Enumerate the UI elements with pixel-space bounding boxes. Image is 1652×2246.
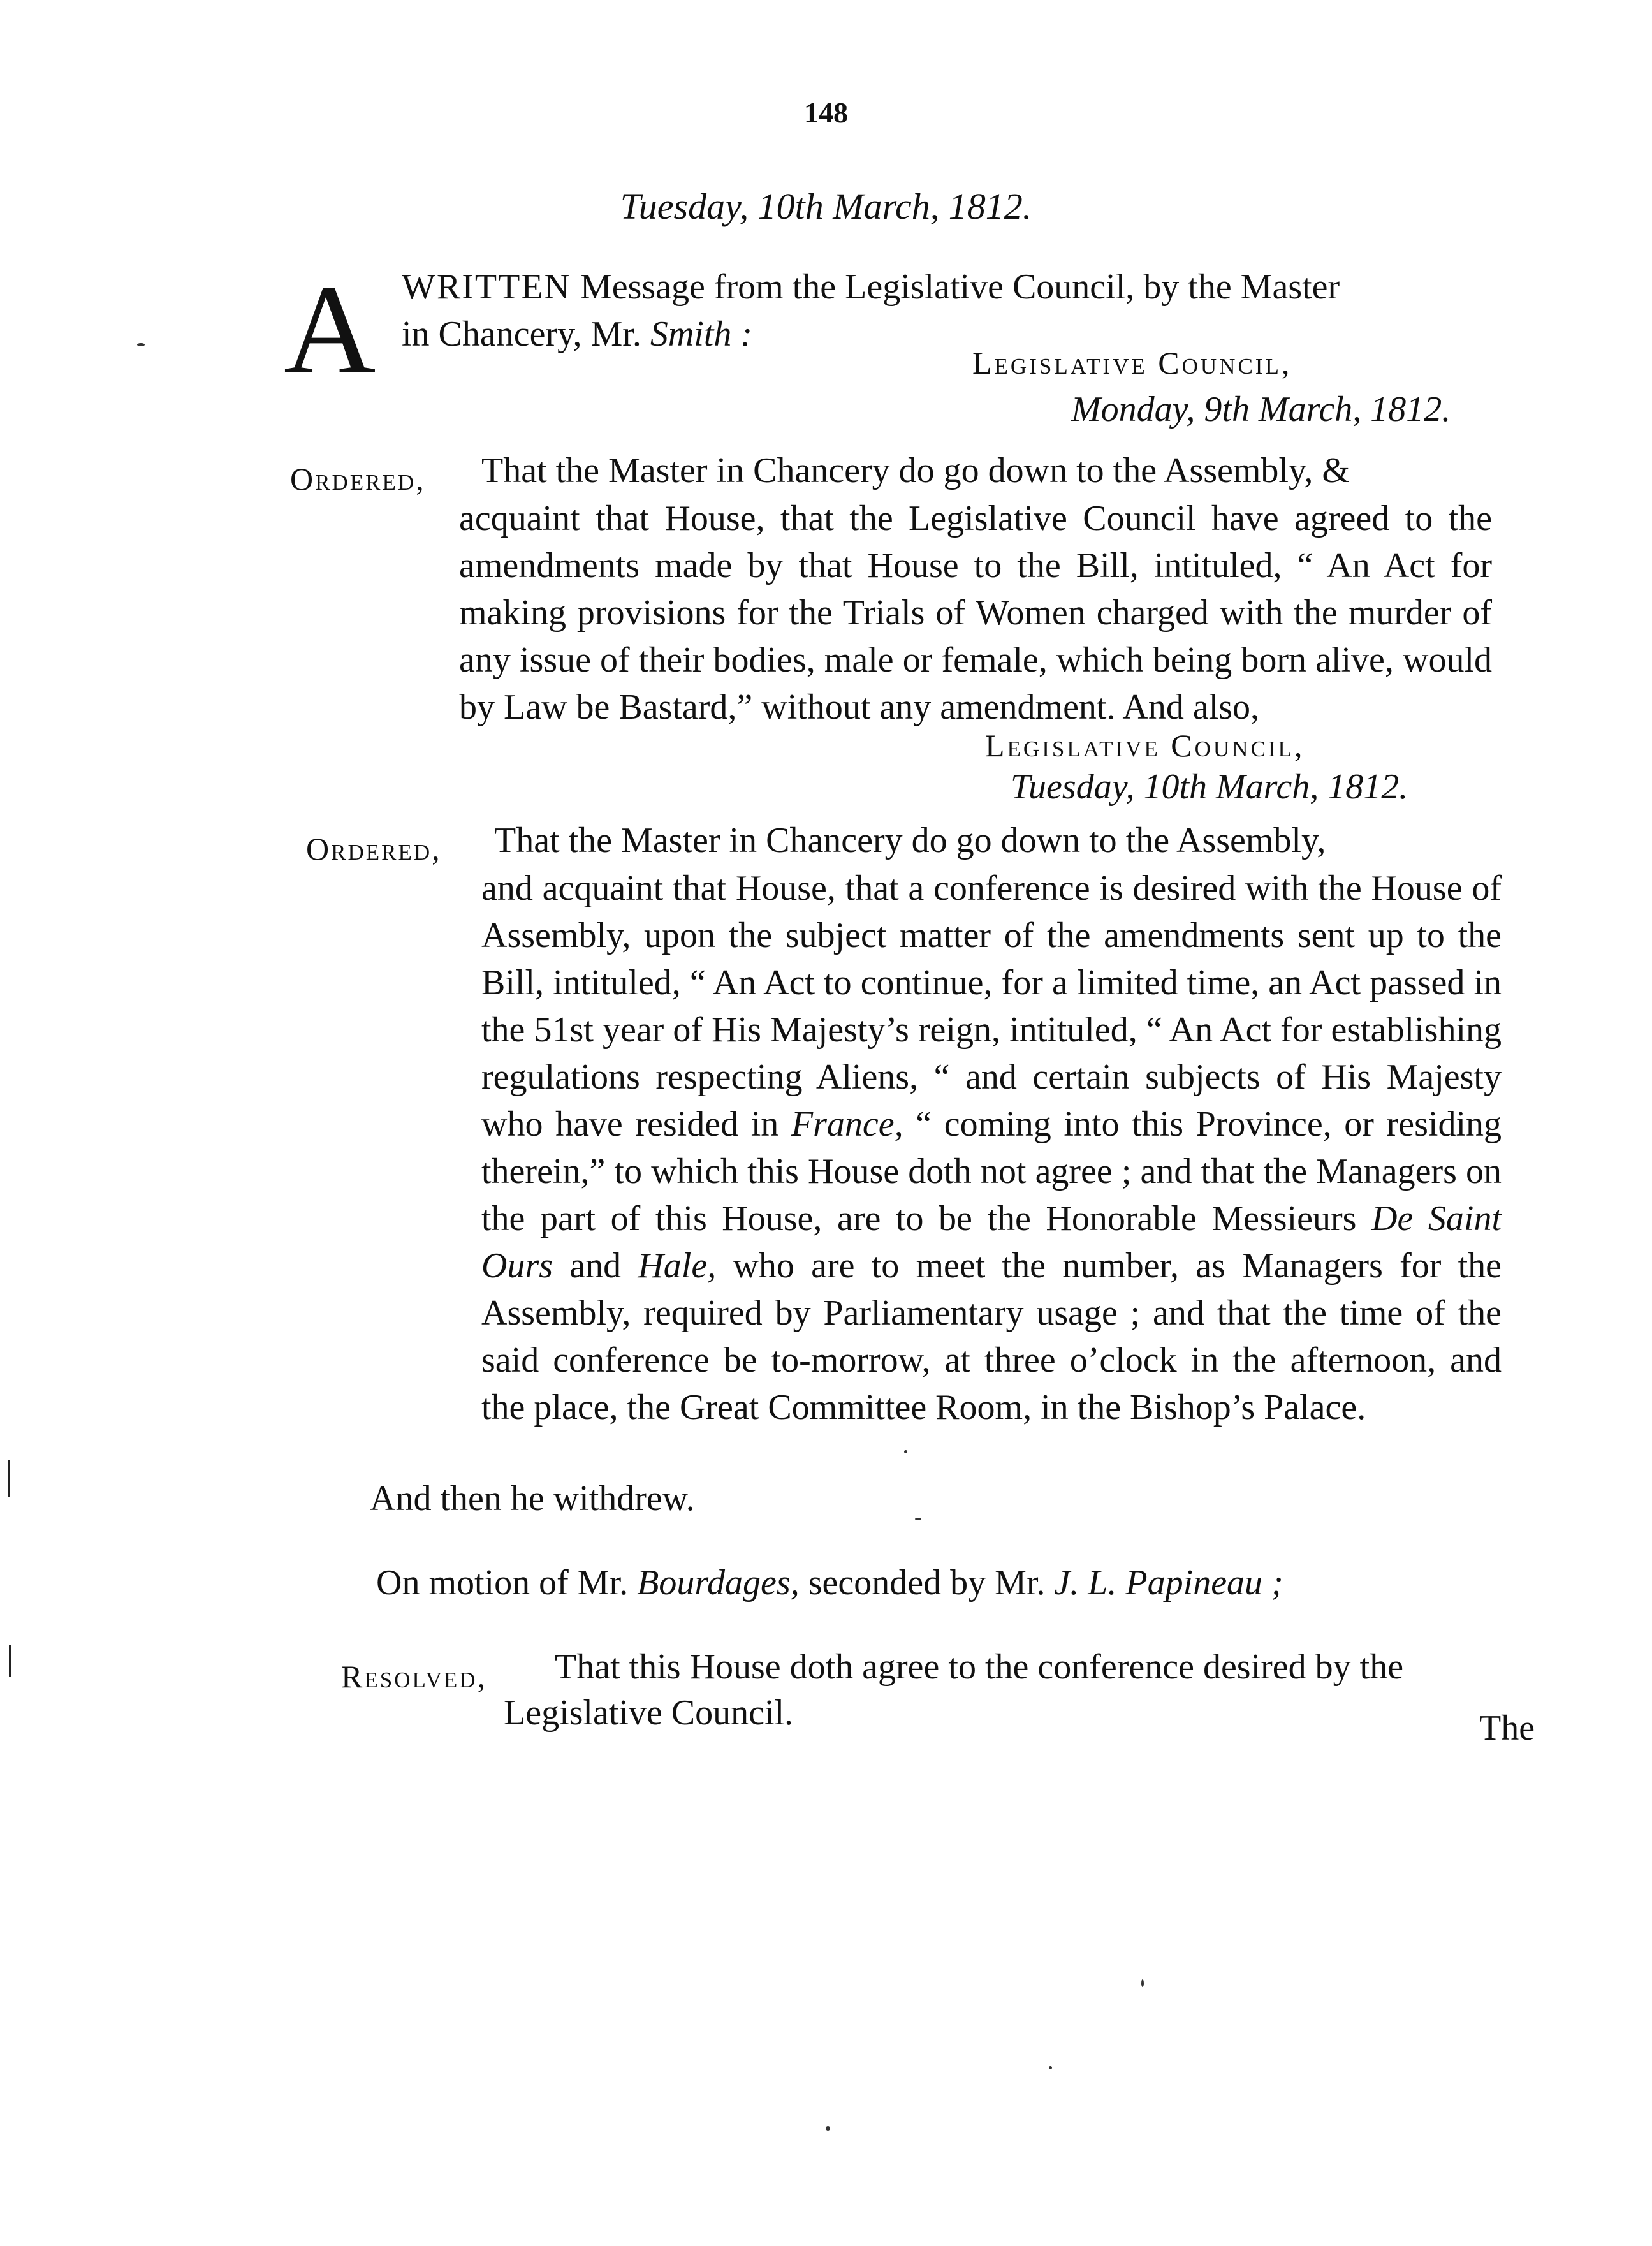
council-date-2-day: Tuesday, bbox=[1011, 767, 1135, 807]
order-2-body bbox=[481, 865, 1502, 1431]
catchword: The bbox=[1479, 1708, 1535, 1748]
scan-speck bbox=[904, 1450, 907, 1453]
order-2-name-1: De Saint Ours bbox=[481, 1199, 1502, 1286]
council-date-1 bbox=[1071, 389, 1451, 430]
council-heading-1: Legislative Council, bbox=[972, 345, 1292, 381]
council-heading-2: Legislative Council, bbox=[985, 728, 1305, 763]
motion-line bbox=[376, 1562, 1283, 1603]
order-1-label: Ordered, bbox=[290, 461, 426, 497]
order-2-france: France, bbox=[791, 1105, 903, 1144]
motion-middle: seconded by Mr. bbox=[808, 1563, 1046, 1603]
intro-line-2 bbox=[402, 314, 752, 355]
order-2-name-2: Hale, bbox=[638, 1246, 717, 1286]
scan-speck bbox=[137, 343, 145, 346]
motion-mover: Bourdages, bbox=[637, 1563, 800, 1603]
intro-line2-start: in Chancery, Mr. bbox=[402, 314, 641, 354]
scan-speck bbox=[826, 2126, 830, 2131]
scan-speck bbox=[1141, 1979, 1144, 1987]
council-date-1-rest: 9th March, 1812. bbox=[1204, 390, 1451, 429]
motion-start: On motion of Mr. bbox=[376, 1563, 629, 1603]
resolved-lead: That this House doth agree to the conference desired by the bbox=[555, 1647, 1404, 1687]
motion-seconder: J. L. Papineau ; bbox=[1054, 1563, 1283, 1603]
scan-edge-mark bbox=[9, 1645, 11, 1677]
council-date-1-day: Monday, bbox=[1071, 390, 1195, 429]
order-2-lead: That the Master in Chancery do go down to the Assembly, bbox=[494, 821, 1326, 860]
scan-speck bbox=[1049, 2066, 1052, 2069]
order-2-body-part3: who are to meet the number, as Managers for the Assembly, required by Parliamentary usage ; and that the time of the said conference be to-morrow, at three o’clock in the afternoon, and the place, the Great Committee Room, in the Bishop’s Palace. bbox=[481, 1246, 1502, 1427]
order-2-body-part1: and acquaint that House, that a conference is desired with the House of Assembly, upon the subject matter of the amendments sent up to the Bill, intituled, “ An Act to continue, for a limited time, an Act passed in the 51st year of His Majesty’s reign, intituled, “ An Act for establishing regulations respecting Aliens, “ and certain subjects of His Majesty who have resided in bbox=[481, 869, 1502, 1144]
order-2-and: and bbox=[569, 1246, 622, 1286]
order-1-body: acquaint that House, that the Legislative Council have agreed to the amendments made by that House to the Bill, intituled, “ An Act for making provisions for the Trials of Women charged with the murder of any issue of their bodies, male or female, which being born alive, would by Law be Bastard,” without any amendment. And also, bbox=[459, 499, 1492, 727]
order-2-label: Ordered, bbox=[306, 831, 442, 867]
resolved-label: Resolved, bbox=[341, 1659, 488, 1694]
intro-line2-name: Smith : bbox=[650, 314, 753, 354]
order-2-body-part2: “ coming into this Province, or residing therein,” to which this House doth not agree ; and that the Managers on the part of this House, are to be the Honorable Messieurs bbox=[481, 1105, 1502, 1238]
order-1-lead: That the Master in Chancery do go down to the Assembly, & bbox=[481, 451, 1350, 490]
council-date-2-rest: 10th March, 1812. bbox=[1143, 767, 1408, 807]
page-number: 148 bbox=[804, 96, 848, 129]
intro-caps-word: WRITTEN bbox=[402, 267, 571, 307]
scan-speck bbox=[915, 1518, 921, 1520]
date-heading-rest: 10th March, 1812. bbox=[757, 186, 1032, 227]
date-heading bbox=[0, 185, 1652, 228]
withdrew-line: And then he withdrew. bbox=[370, 1479, 695, 1518]
intro-line-1 bbox=[402, 267, 1498, 307]
intro-line1-rest: Message from the Legislative Council, by the Master bbox=[580, 267, 1340, 307]
date-heading-day: Tuesday, bbox=[620, 186, 749, 227]
drop-cap: A bbox=[284, 260, 376, 400]
scan-edge-mark bbox=[8, 1460, 10, 1497]
council-date-2 bbox=[1011, 767, 1408, 807]
resolved-body: Legislative Council. bbox=[504, 1693, 794, 1733]
